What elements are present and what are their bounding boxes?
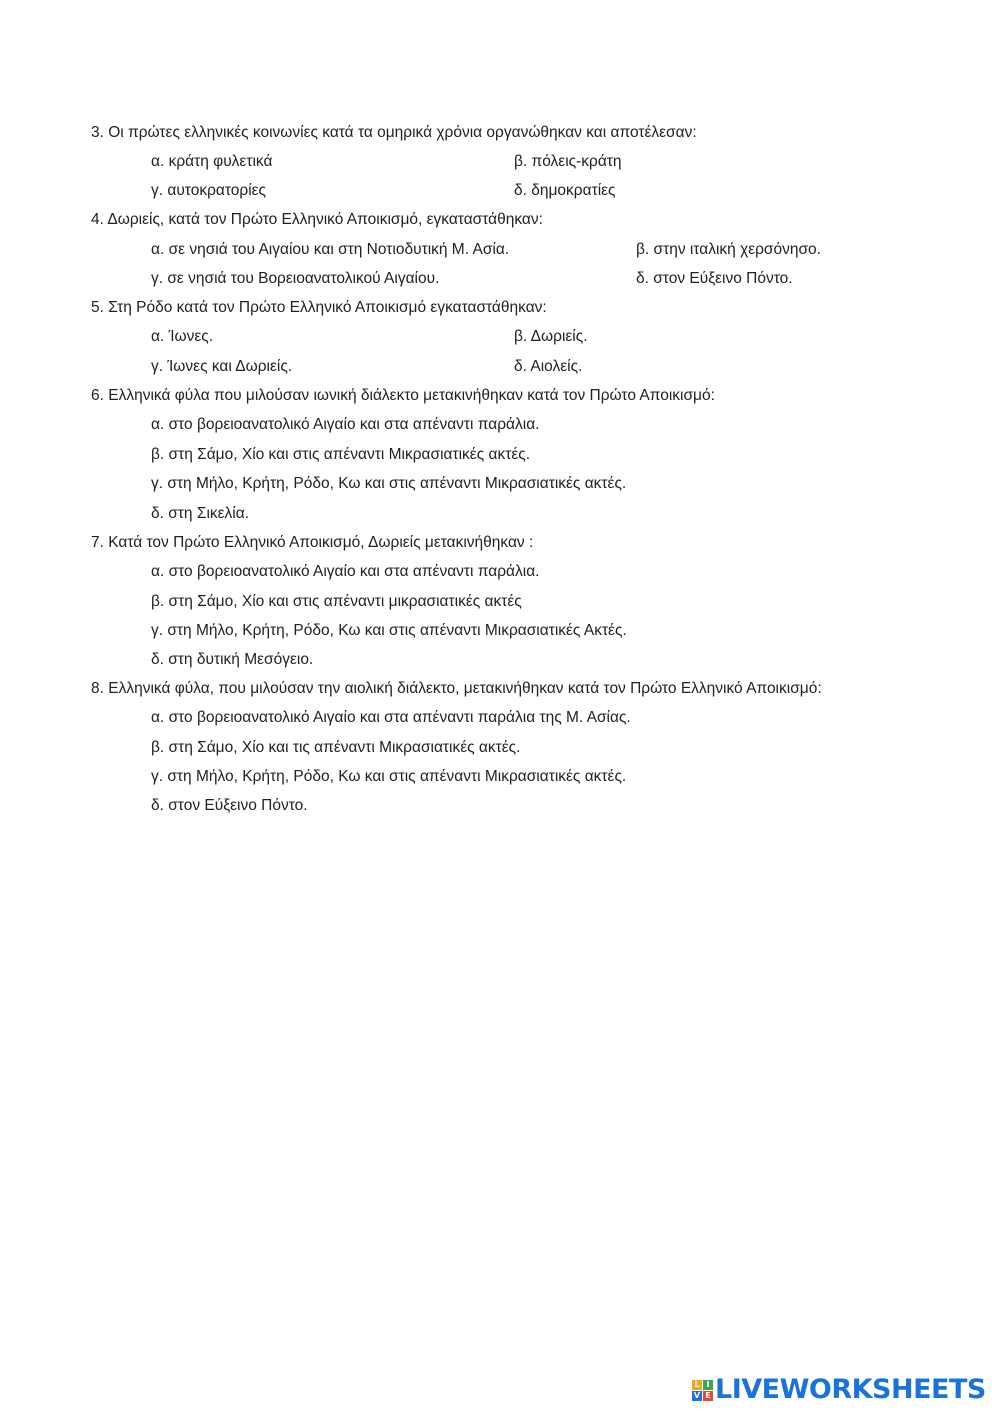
logo-mark-tile: I xyxy=(703,1380,713,1390)
question-6-option-b[interactable]: β. στη Σάμο, Χίο και στις απέναντι Μικρασιατικές ακτές. xyxy=(151,446,531,463)
question-8-option-c[interactable]: γ. στη Μήλο, Κρήτη, Ρόδο, Κω και στις απέναντι Μικρασιατικές ακτές. xyxy=(151,768,627,785)
question-7-text: 7. Κατά τον Πρώτο Ελληνικό Αποικισμό, Δωριείς μετακινήθηκαν : xyxy=(91,534,534,551)
question-7-option-a[interactable]: α. στο βορειοανατολικό Αιγαίο και στα απέναντι παράλια. xyxy=(151,563,540,580)
question-5-text: 5. Στη Ρόδο κατά τον Πρώτο Ελληνικό Αποικισμό εγκαταστάθηκαν: xyxy=(91,299,547,316)
logo-mark-tile: L xyxy=(692,1380,702,1390)
question-5-option-b[interactable]: β. Δωριείς. xyxy=(514,328,588,345)
question-5-option-a[interactable]: α. Ίωνες. xyxy=(151,328,214,345)
question-7-option-c[interactable]: γ. στη Μήλο, Κρήτη, Ρόδο, Κω και στις απέναντι Μικρασιατικές Ακτές. xyxy=(151,622,627,639)
question-7-option-b[interactable]: β. στη Σάμο, Χίο και στις απέναντι μικρασιατικές ακτές xyxy=(151,593,522,610)
liveworksheets-logo xyxy=(692,1376,986,1404)
question-3-option-d[interactable]: δ. δημοκρατίες xyxy=(514,182,616,199)
question-6-option-d[interactable]: δ. στη Σικελία. xyxy=(151,505,250,522)
question-6-option-c[interactable]: γ. στη Μήλο, Κρήτη, Ρόδο, Κω και στις απέναντι Μικρασιατικές ακτές. xyxy=(151,475,627,492)
question-5-option-c[interactable]: γ. Ίωνες και Δωριείς. xyxy=(151,358,293,375)
question-3-option-a[interactable]: α. κράτη φυλετικά xyxy=(151,153,273,170)
question-4-option-a[interactable]: α. σε νησιά του Αιγαίου και στη Νοτιοδυτική Μ. Ασία. xyxy=(151,241,510,258)
question-4-text: 4. Δωριείς, κατά τον Πρώτο Ελληνικό Αποικισμό, εγκαταστάθηκαν: xyxy=(91,211,543,228)
logo-mark-tile: E xyxy=(703,1391,713,1401)
question-4-option-c[interactable]: γ. σε νησιά του Βορειοανατολικού Αιγαίου. xyxy=(151,270,440,287)
question-8-option-a[interactable]: α. στο βορειοανατολικό Αιγαίο και στα απέναντι παράλια της Μ. Ασίας. xyxy=(151,709,631,726)
question-6-option-a[interactable]: α. στο βορειοανατολικό Αιγαίο και στα απέναντι παράλια. xyxy=(151,416,540,433)
question-3-option-c[interactable]: γ. αυτοκρατορίες xyxy=(151,182,267,199)
logo-text: LIVEWORKSHEETS xyxy=(715,1374,986,1405)
question-3-option-b[interactable]: β. πόλεις-κράτη xyxy=(514,153,622,170)
logo-mark-tile: V xyxy=(693,1390,701,1400)
question-8-text: 8. Ελληνικά φύλα, που μιλούσαν την αιολική διάλεκτο, μετακινήθηκαν κατά τον Πρώτο Ελληνικό Αποικισμό: xyxy=(91,680,822,697)
question-8-option-b[interactable]: β. στη Σάμο, Χίο και τις απέναντι Μικρασιατικές ακτές. xyxy=(151,739,521,756)
question-7-option-d[interactable]: δ. στη δυτική Μεσόγειο. xyxy=(151,651,314,668)
question-3-text: 3. Οι πρώτες ελληνικές κοινωνίες κατά τα ομηρικά χρόνια οργανώθηκαν και αποτέλεσαν: xyxy=(91,124,697,141)
logo-mark-icon xyxy=(692,1380,713,1401)
question-5-option-d[interactable]: δ. Αιολείς. xyxy=(514,358,583,375)
question-4-option-b[interactable]: β. στην ιταλική χερσόνησο. xyxy=(636,241,821,258)
question-8-option-d[interactable]: δ. στον Εύξεινο Πόντο. xyxy=(151,797,308,814)
question-4-option-d[interactable]: δ. στον Εύξεινο Πόντο. xyxy=(636,270,793,287)
question-6-text: 6. Ελληνικά φύλα που μιλούσαν ιωνική διάλεκτο μετακινήθηκαν κατά τον Πρώτο Αποικισμό: xyxy=(91,387,715,404)
